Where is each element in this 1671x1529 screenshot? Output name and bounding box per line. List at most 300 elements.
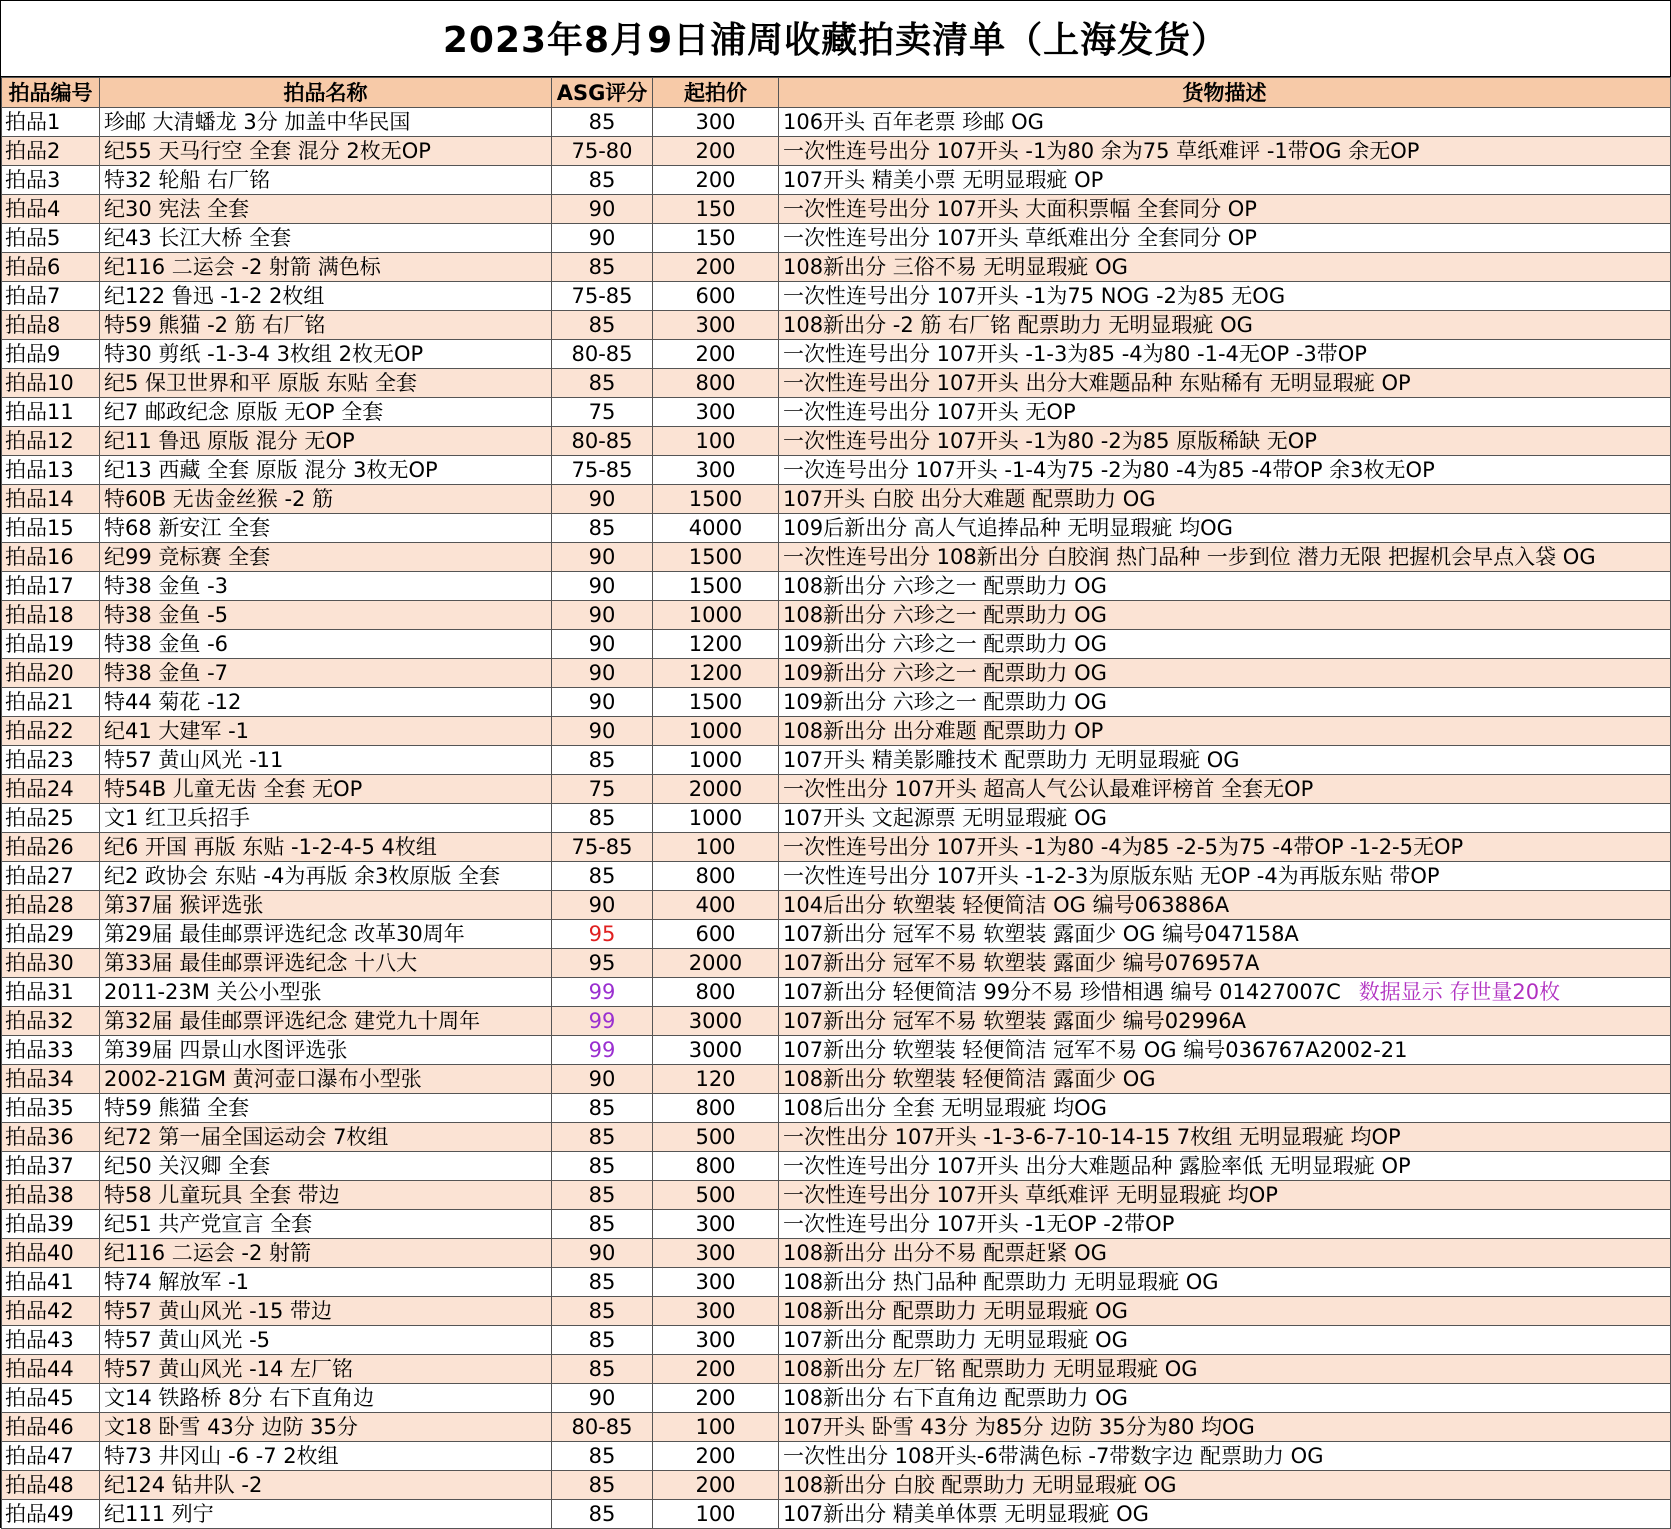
description-cell <box>779 1500 1671 1529</box>
description-text: 108新出分 六珍之一 配票助力 OG <box>783 574 1107 598</box>
description-cell <box>779 804 1671 833</box>
lot-number-cell: 拍品22 <box>2 717 100 746</box>
lot-number-cell: 拍品21 <box>2 688 100 717</box>
lot-name-cell: 第33届 最佳邮票评选纪念 十八大 <box>100 949 552 978</box>
starting-price-cell: 200 <box>653 166 779 195</box>
lot-number-cell: 拍品10 <box>2 369 100 398</box>
asg-score-cell: 85 <box>552 1471 653 1500</box>
lot-name-cell: 特57 黄山风光 -5 <box>100 1326 552 1355</box>
description-cell <box>779 1181 1671 1210</box>
lot-name-cell: 珍邮 大清蟠龙 3分 加盖中华民国 <box>100 108 552 137</box>
description-text: 一次性连号出分 107开头 -1为75 NOG -2为85 无OG <box>783 284 1286 308</box>
table-row <box>2 978 1671 1007</box>
starting-price-cell: 4000 <box>653 514 779 543</box>
lot-name-cell: 纪116 二运会 -2 射箭 满色标 <box>100 253 552 282</box>
starting-price-cell: 600 <box>653 282 779 311</box>
starting-price-cell: 200 <box>653 1355 779 1384</box>
asg-score-cell: 95 <box>552 920 653 949</box>
starting-price-cell: 1000 <box>653 601 779 630</box>
description-text: 108新出分 六珍之一 配票助力 OG <box>783 603 1107 627</box>
lot-name-cell: 纪7 邮政纪念 原版 无OP 全套 <box>100 398 552 427</box>
asg-score-cell: 85 <box>552 804 653 833</box>
lot-name-cell: 特44 菊花 -12 <box>100 688 552 717</box>
description-cell <box>779 746 1671 775</box>
lot-number-cell: 拍品2 <box>2 137 100 166</box>
lot-number-cell: 拍品3 <box>2 166 100 195</box>
lot-name-cell: 特60B 无齿金丝猴 -2 筋 <box>100 485 552 514</box>
table-row <box>2 1065 1671 1094</box>
table-row <box>2 717 1671 746</box>
starting-price-cell: 500 <box>653 1181 779 1210</box>
lot-number-cell: 拍品44 <box>2 1355 100 1384</box>
starting-price-cell: 300 <box>653 311 779 340</box>
starting-price-cell: 1000 <box>653 717 779 746</box>
description-text: 108新出分 软塑装 轻便简洁 露面少 OG <box>783 1067 1156 1091</box>
lot-number-cell: 拍品29 <box>2 920 100 949</box>
starting-price-cell: 120 <box>653 1065 779 1094</box>
lot-name-cell: 纪124 钻井队 -2 <box>100 1471 552 1500</box>
lot-name-cell: 纪5 保卫世界和平 原版 东贴 全套 <box>100 369 552 398</box>
description-cell <box>779 1123 1671 1152</box>
lot-name-cell: 第39届 四景山水图评选张 <box>100 1036 552 1065</box>
table-row <box>2 1181 1671 1210</box>
starting-price-cell: 800 <box>653 862 779 891</box>
lot-number-cell: 拍品19 <box>2 630 100 659</box>
description-text: 108后出分 全套 无明显瑕疵 均OG <box>783 1096 1107 1120</box>
asg-score-cell: 85 <box>552 1442 653 1471</box>
table-row <box>2 688 1671 717</box>
description-text: 107开头 精美小票 无明显瑕疵 OP <box>783 168 1104 192</box>
asg-score-cell: 90 <box>552 1239 653 1268</box>
lot-number-cell: 拍品9 <box>2 340 100 369</box>
lot-name-cell: 纪111 列宁 <box>100 1500 552 1529</box>
description-text: 一次性连号出分 107开头 -1-2-3为原版东贴 无OP -4为再版东贴 带OP <box>783 864 1440 888</box>
sheet-title: 2023年8月9日浦周收藏拍卖清单（上海发货） <box>1 1 1670 77</box>
table-row <box>2 340 1671 369</box>
description-cell <box>779 1239 1671 1268</box>
lot-number-cell: 拍品40 <box>2 1239 100 1268</box>
lot-name-cell: 第32届 最佳邮票评选纪念 建党九十周年 <box>100 1007 552 1036</box>
description-text: 一次性连号出分 107开头 草纸难出分 全套同分 OP <box>783 226 1257 250</box>
description-text: 107新出分 配票助力 无明显瑕疵 OG <box>783 1328 1128 1352</box>
lot-name-cell: 文14 铁路桥 8分 右下直角边 <box>100 1384 552 1413</box>
starting-price-cell: 300 <box>653 1239 779 1268</box>
lot-number-cell: 拍品34 <box>2 1065 100 1094</box>
starting-price-cell: 200 <box>653 1442 779 1471</box>
lot-name-cell: 特59 熊猫 -2 筋 右厂铭 <box>100 311 552 340</box>
table-row <box>2 949 1671 978</box>
lot-number-cell: 拍品18 <box>2 601 100 630</box>
asg-score-cell: 85 <box>552 746 653 775</box>
description-cell <box>779 1471 1671 1500</box>
starting-price-cell: 200 <box>653 340 779 369</box>
table-row <box>2 630 1671 659</box>
description-text: 108新出分 右下直角边 配票助力 OG <box>783 1386 1128 1410</box>
asg-score-cell: 75-85 <box>552 833 653 862</box>
starting-price-cell: 200 <box>653 137 779 166</box>
lot-number-cell: 拍品20 <box>2 659 100 688</box>
description-cell <box>779 1297 1671 1326</box>
lot-number-cell: 拍品32 <box>2 1007 100 1036</box>
lot-name-cell: 纪2 政协会 东贴 -4为再版 余3枚原版 全套 <box>100 862 552 891</box>
lot-number-cell: 拍品13 <box>2 456 100 485</box>
description-cell <box>779 862 1671 891</box>
header-description: 货物描述 <box>779 78 1671 108</box>
starting-price-cell: 1000 <box>653 746 779 775</box>
description-cell <box>779 485 1671 514</box>
lot-number-cell: 拍品17 <box>2 572 100 601</box>
asg-score-cell: 85 <box>552 311 653 340</box>
starting-price-cell: 800 <box>653 1094 779 1123</box>
lot-number-cell: 拍品33 <box>2 1036 100 1065</box>
asg-score-cell: 90 <box>552 891 653 920</box>
starting-price-cell: 300 <box>653 108 779 137</box>
auction-table <box>1 77 1671 1529</box>
description-cell <box>779 1326 1671 1355</box>
lot-name-cell: 文18 卧雪 43分 边防 35分 <box>100 1413 552 1442</box>
starting-price-cell: 300 <box>653 456 779 485</box>
asg-score-cell: 90 <box>552 601 653 630</box>
description-text: 一次连号出分 107开头 -1-4为75 -2为80 -4为85 -4带OP 余3枚无OP <box>783 458 1435 482</box>
lot-name-cell: 纪30 宪法 全套 <box>100 195 552 224</box>
description-text: 一次性连号出分 107开头 出分大难题品种 东贴稀有 无明显瑕疵 OP <box>783 371 1411 395</box>
table-row <box>2 1471 1671 1500</box>
lot-number-cell: 拍品14 <box>2 485 100 514</box>
description-cell <box>779 688 1671 717</box>
description-text: 一次性出分 107开头 超高人气公认最难评榜首 全套无OP <box>783 777 1314 801</box>
lot-number-cell: 拍品39 <box>2 1210 100 1239</box>
description-note: 数据显示 存世量20枚 <box>1358 980 1561 1004</box>
lot-number-cell: 拍品8 <box>2 311 100 340</box>
description-cell <box>779 978 1671 1007</box>
description-cell <box>779 1094 1671 1123</box>
table-row <box>2 804 1671 833</box>
description-text: 109后新出分 高人气追捧品种 无明显瑕疵 均OG <box>783 516 1233 540</box>
description-text: 108新出分 三俗不易 无明显瑕疵 OG <box>783 255 1128 279</box>
table-row <box>2 1007 1671 1036</box>
starting-price-cell: 100 <box>653 833 779 862</box>
table-row <box>2 166 1671 195</box>
description-cell <box>779 1036 1671 1065</box>
table-row <box>2 514 1671 543</box>
starting-price-cell: 100 <box>653 1500 779 1529</box>
description-cell <box>779 224 1671 253</box>
description-text: 一次性连号出分 107开头 -1为80 余为75 草纸难评 -1带OG 余无OP <box>783 139 1420 163</box>
table-row <box>2 369 1671 398</box>
description-cell <box>779 1355 1671 1384</box>
table-row <box>2 1500 1671 1529</box>
lot-number-cell: 拍品38 <box>2 1181 100 1210</box>
lot-name-cell: 纪6 开国 再版 东贴 -1-2-4-5 4枚组 <box>100 833 552 862</box>
header-lot-number: 拍品编号 <box>2 78 100 108</box>
lot-name-cell: 纪13 西藏 全套 原版 混分 3枚无OP <box>100 456 552 485</box>
lot-number-cell: 拍品49 <box>2 1500 100 1529</box>
table-row <box>2 108 1671 137</box>
lot-number-cell: 拍品41 <box>2 1268 100 1297</box>
description-text: 107开头 卧雪 43分 为85分 边防 35分为80 均OG <box>783 1415 1255 1439</box>
table-row <box>2 1210 1671 1239</box>
asg-score-cell: 80-85 <box>552 427 653 456</box>
lot-number-cell: 拍品36 <box>2 1123 100 1152</box>
lot-number-cell: 拍品15 <box>2 514 100 543</box>
asg-score-cell: 85 <box>552 1297 653 1326</box>
starting-price-cell: 800 <box>653 1152 779 1181</box>
starting-price-cell: 1500 <box>653 485 779 514</box>
description-text: 109新出分 六珍之一 配票助力 OG <box>783 661 1107 685</box>
asg-score-cell: 80-85 <box>552 1413 653 1442</box>
asg-score-cell: 99 <box>552 1007 653 1036</box>
description-text: 108新出分 出分难题 配票助力 OP <box>783 719 1104 743</box>
description-text: 107开头 白胶 出分大难题 配票助力 OG <box>783 487 1156 511</box>
lot-name-cell: 特57 黄山风光 -14 左厂铭 <box>100 1355 552 1384</box>
table-row <box>2 1036 1671 1065</box>
lot-number-cell: 拍品7 <box>2 282 100 311</box>
table-row <box>2 833 1671 862</box>
table-row <box>2 572 1671 601</box>
lot-number-cell: 拍品31 <box>2 978 100 1007</box>
description-text: 107新出分 冠军不易 软塑装 露面少 编号076957A <box>783 951 1260 975</box>
description-cell <box>779 1413 1671 1442</box>
asg-score-cell: 90 <box>552 572 653 601</box>
table-row <box>2 311 1671 340</box>
description-cell <box>779 427 1671 456</box>
description-cell <box>779 833 1671 862</box>
lot-number-cell: 拍品12 <box>2 427 100 456</box>
table-row <box>2 746 1671 775</box>
description-cell <box>779 456 1671 485</box>
table-row <box>2 543 1671 572</box>
lot-number-cell: 拍品37 <box>2 1152 100 1181</box>
asg-score-cell: 75-85 <box>552 456 653 485</box>
lot-number-cell: 拍品25 <box>2 804 100 833</box>
description-text: 107新出分 冠军不易 软塑装 露面少 OG 编号047158A <box>783 922 1299 946</box>
lot-name-cell: 特59 熊猫 全套 <box>100 1094 552 1123</box>
asg-score-cell: 80-85 <box>552 340 653 369</box>
starting-price-cell: 150 <box>653 224 779 253</box>
asg-score-cell: 85 <box>552 1152 653 1181</box>
description-text: 108新出分 -2 筋 右厂铭 配票助力 无明显瑕疵 OG <box>783 313 1253 337</box>
starting-price-cell: 1500 <box>653 688 779 717</box>
header-row <box>2 78 1671 108</box>
asg-score-cell: 85 <box>552 369 653 398</box>
description-cell <box>779 891 1671 920</box>
lot-number-cell: 拍品43 <box>2 1326 100 1355</box>
description-text: 109新出分 六珍之一 配票助力 OG <box>783 690 1107 714</box>
table-row <box>2 427 1671 456</box>
description-cell <box>779 1065 1671 1094</box>
starting-price-cell: 1500 <box>653 572 779 601</box>
description-text: 107新出分 轻便简洁 99分不易 珍惜相遇 编号 01427007C <box>783 980 1341 1004</box>
description-cell <box>779 166 1671 195</box>
lot-number-cell: 拍品46 <box>2 1413 100 1442</box>
lot-name-cell: 纪51 共产党宣言 全套 <box>100 1210 552 1239</box>
description-cell <box>779 398 1671 427</box>
lot-name-cell: 纪41 大建军 -1 <box>100 717 552 746</box>
starting-price-cell: 2000 <box>653 775 779 804</box>
asg-score-cell: 85 <box>552 1268 653 1297</box>
description-text: 一次性连号出分 107开头 草纸难评 无明显瑕疵 均OP <box>783 1183 1278 1207</box>
lot-name-cell: 特38 金鱼 -7 <box>100 659 552 688</box>
lot-name-cell: 特32 轮船 右厂铭 <box>100 166 552 195</box>
header-asg-score: ASG评分 <box>552 78 653 108</box>
starting-price-cell: 300 <box>653 1326 779 1355</box>
lot-name-cell: 特30 剪纸 -1-3-4 3枚组 2枚无OP <box>100 340 552 369</box>
table-row <box>2 282 1671 311</box>
lot-number-cell: 拍品16 <box>2 543 100 572</box>
asg-score-cell: 85 <box>552 1094 653 1123</box>
description-cell <box>779 369 1671 398</box>
lot-name-cell: 特38 金鱼 -6 <box>100 630 552 659</box>
asg-score-cell: 90 <box>552 485 653 514</box>
description-cell <box>779 572 1671 601</box>
asg-score-cell: 75-85 <box>552 282 653 311</box>
asg-score-cell: 85 <box>552 108 653 137</box>
starting-price-cell: 300 <box>653 1297 779 1326</box>
table-row <box>2 1326 1671 1355</box>
starting-price-cell: 1500 <box>653 543 779 572</box>
lot-name-cell: 纪55 天马行空 全套 混分 2枚无OP <box>100 137 552 166</box>
asg-score-cell: 95 <box>552 949 653 978</box>
description-cell <box>779 1007 1671 1036</box>
starting-price-cell: 3000 <box>653 1007 779 1036</box>
description-cell <box>779 340 1671 369</box>
table-row <box>2 1384 1671 1413</box>
starting-price-cell: 150 <box>653 195 779 224</box>
table-row <box>2 195 1671 224</box>
description-text: 一次性连号出分 107开头 -1为80 -4为85 -2-5为75 -4带OP -1-2-5无OP <box>783 835 1464 859</box>
starting-price-cell: 1000 <box>653 804 779 833</box>
lot-number-cell: 拍品6 <box>2 253 100 282</box>
lot-number-cell: 拍品35 <box>2 1094 100 1123</box>
table-row <box>2 891 1671 920</box>
description-cell <box>779 949 1671 978</box>
lot-name-cell: 特54B 儿童无齿 全套 无OP <box>100 775 552 804</box>
description-text: 一次性连号出分 107开头 -1为80 -2为85 原版稀缺 无OP <box>783 429 1317 453</box>
lot-name-cell: 纪11 鲁迅 原版 混分 无OP <box>100 427 552 456</box>
lot-number-cell: 拍品30 <box>2 949 100 978</box>
description-text: 一次性出分 108开头-6带满色标 -7带数字边 配票助力 OG <box>783 1444 1324 1468</box>
lot-number-cell: 拍品27 <box>2 862 100 891</box>
table-row <box>2 1094 1671 1123</box>
lot-name-cell: 纪99 竞标赛 全套 <box>100 543 552 572</box>
starting-price-cell: 600 <box>653 920 779 949</box>
table-row <box>2 1355 1671 1384</box>
description-cell <box>779 311 1671 340</box>
lot-number-cell: 拍品4 <box>2 195 100 224</box>
asg-score-cell: 75 <box>552 775 653 804</box>
description-text: 107开头 文起源票 无明显瑕疵 OG <box>783 806 1107 830</box>
lot-name-cell: 特58 儿童玩具 全套 带边 <box>100 1181 552 1210</box>
table-row <box>2 1152 1671 1181</box>
lot-name-cell: 特38 金鱼 -3 <box>100 572 552 601</box>
description-text: 108新出分 热门品种 配票助力 无明显瑕疵 OG <box>783 1270 1219 1294</box>
table-row <box>2 137 1671 166</box>
starting-price-cell: 1200 <box>653 630 779 659</box>
lot-name-cell: 特73 井冈山 -6 -7 2枚组 <box>100 1442 552 1471</box>
lot-number-cell: 拍品45 <box>2 1384 100 1413</box>
asg-score-cell: 85 <box>552 1123 653 1152</box>
starting-price-cell: 200 <box>653 253 779 282</box>
table-body <box>2 108 1671 1529</box>
starting-price-cell: 500 <box>653 1123 779 1152</box>
description-cell <box>779 137 1671 166</box>
description-text: 109新出分 六珍之一 配票助力 OG <box>783 632 1107 656</box>
description-cell <box>779 543 1671 572</box>
table-row <box>2 1442 1671 1471</box>
lot-name-cell: 特57 黄山风光 -11 <box>100 746 552 775</box>
table-row <box>2 485 1671 514</box>
asg-score-cell: 90 <box>552 688 653 717</box>
asg-score-cell: 90 <box>552 543 653 572</box>
asg-score-cell: 90 <box>552 195 653 224</box>
lot-number-cell: 拍品11 <box>2 398 100 427</box>
description-text: 一次性连号出分 107开头 大面积票幅 全套同分 OP <box>783 197 1257 221</box>
asg-score-cell: 90 <box>552 1065 653 1094</box>
asg-score-cell: 90 <box>552 717 653 746</box>
starting-price-cell: 300 <box>653 398 779 427</box>
lot-number-cell: 拍品48 <box>2 1471 100 1500</box>
description-text: 一次性连号出分 107开头 -1无OP -2带OP <box>783 1212 1175 1236</box>
description-cell <box>779 775 1671 804</box>
description-cell <box>779 659 1671 688</box>
lot-number-cell: 拍品26 <box>2 833 100 862</box>
table-row <box>2 920 1671 949</box>
asg-score-cell: 85 <box>552 1326 653 1355</box>
starting-price-cell: 300 <box>653 1268 779 1297</box>
description-cell <box>779 282 1671 311</box>
description-cell <box>779 1384 1671 1413</box>
table-row <box>2 862 1671 891</box>
table-row <box>2 659 1671 688</box>
description-cell <box>779 253 1671 282</box>
header-lot-name: 拍品名称 <box>100 78 552 108</box>
description-cell <box>779 1210 1671 1239</box>
lot-name-cell: 纪116 二运会 -2 射箭 <box>100 1239 552 1268</box>
lot-name-cell: 2002-21GM 黄河壶口瀑布小型张 <box>100 1065 552 1094</box>
table-row <box>2 601 1671 630</box>
table-row <box>2 1297 1671 1326</box>
asg-score-cell: 85 <box>552 862 653 891</box>
description-text: 108新出分 出分不易 配票赶紧 OG <box>783 1241 1107 1265</box>
lot-name-cell: 第37届 猴评选张 <box>100 891 552 920</box>
description-text: 108新出分 白胶 配票助力 无明显瑕疵 OG <box>783 1473 1177 1497</box>
asg-score-cell: 85 <box>552 253 653 282</box>
description-text: 106开头 百年老票 珍邮 OG <box>783 110 1044 134</box>
table-row <box>2 1413 1671 1442</box>
lot-name-cell: 2011-23M 关公小型张 <box>100 978 552 1007</box>
description-text: 108新出分 左厂铭 配票助力 无明显瑕疵 OG <box>783 1357 1198 1381</box>
table-row <box>2 398 1671 427</box>
asg-score-cell: 99 <box>552 978 653 1007</box>
asg-score-cell: 90 <box>552 224 653 253</box>
lot-number-cell: 拍品5 <box>2 224 100 253</box>
lot-name-cell: 纪43 长江大桥 全套 <box>100 224 552 253</box>
description-text: 一次性连号出分 107开头 -1-3为85 -4为80 -1-4无OP -3带OP <box>783 342 1367 366</box>
asg-score-cell: 99 <box>552 1036 653 1065</box>
description-cell <box>779 1442 1671 1471</box>
lot-number-cell: 拍品42 <box>2 1297 100 1326</box>
asg-score-cell: 90 <box>552 630 653 659</box>
description-cell <box>779 1152 1671 1181</box>
lot-name-cell: 特68 新安江 全套 <box>100 514 552 543</box>
lot-number-cell: 拍品24 <box>2 775 100 804</box>
lot-name-cell: 文1 红卫兵招手 <box>100 804 552 833</box>
asg-score-cell: 85 <box>552 1355 653 1384</box>
lot-number-cell: 拍品1 <box>2 108 100 137</box>
asg-score-cell: 75-80 <box>552 137 653 166</box>
asg-score-cell: 85 <box>552 1181 653 1210</box>
starting-price-cell: 400 <box>653 891 779 920</box>
